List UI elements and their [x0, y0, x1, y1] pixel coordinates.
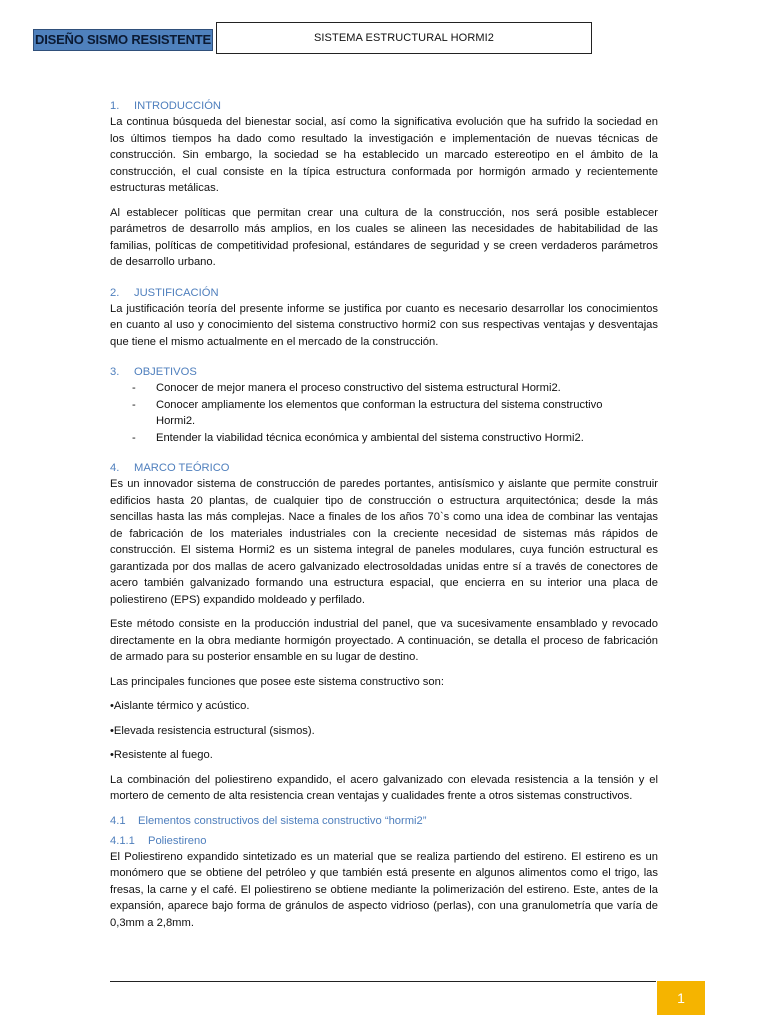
heading-elementos [110, 813, 658, 829]
heading-number: 3. [110, 366, 120, 378]
paragraph: Es un innovador sistema de construcción de paredes portantes, antisísmico y aislante que permite construir edificios hasta 20 plantas, de cualquier tipo de construcción o estructura arquitectónica; desde la más sencillas hasta las más complejas. Nace a finales de los años 70`s como una idea de combinar las ventajas de fabricación de los materiales industriales con la creciente necesidad de sistemas más rápidos de construcción. El sistema Hormi2 es un sistema integral de paneles modulares, cuya función estructural es garantizada por dos mallas de acero galvanizado electrosoldadas unidas entre sí a través de conectores de acero también galvanizado formando una estructura espacial, que encierra en su interior una placa de poliestireno (EPS) expandido moldeado y perfilado. [110, 478, 658, 606]
header-tag: DISEÑO SISMO RESISTENTE [33, 29, 213, 51]
heading-number: 2. [110, 286, 120, 299]
heading-title: JUSTIFICACIÓN [134, 286, 219, 299]
header-title-box [216, 22, 592, 54]
page-number: 1 [677, 990, 685, 1006]
heading-number: 4. [110, 462, 120, 474]
paragraph: La continua búsqueda del bienestar social, así como la significativa evolución que ha sufrido la sociedad en los últimos tiempos ha dado como resultado la investigación e implementación de nuevas técnicas de construcción. Sin embargo, la sociedad se ha establecido un marcado estereotipo en el ámbito de la construcción, el cual consiste en la típica estructura conformada por hormigón armado y recientemente estructuras metálicas. [110, 116, 658, 194]
heading-number: 4.1.1 [110, 834, 135, 847]
heading-title: Poliestireno [148, 834, 207, 847]
paragraph: La combinación del poliestireno expandido, el acero galvanizado con elevada resistencia a la tensión y el mortero de cemento de alta resistencia crean ventajas y cualidades frente a otros sistemas constructivos. [110, 773, 658, 802]
footer-divider [110, 981, 656, 982]
heading-number: 4.1 [110, 814, 126, 827]
list-item: - Conocer de mejor manera el proceso constructivo del sistema estructural Hormi2. [132, 382, 561, 394]
heading-poliestireno [110, 833, 658, 849]
heading-title: MARCO TEÓRICO [134, 462, 230, 474]
bullet-item: •Resistente al fuego. [110, 749, 213, 761]
heading-marco-teorico [110, 460, 658, 476]
heading-title: INTRODUCCIÓN [134, 100, 222, 112]
list-item: - Conocer ampliamente los elementos que conforman la estructura del sistema constructivo Hormi2. [132, 398, 603, 427]
heading-introduccion [110, 98, 658, 114]
paragraph: El Poliestireno expandido sintetizado es un material que se realiza partiendo del estireno. El estireno es un monómero que se obtiene del petróleo y que también está presente en algunos alimentos como el trigo, las fresas, la carne y el café. El poliestireno se obtiene mediante la polimerización del estireno. Este, antes de la expansión, aparece bajo forma de gránulos de aspecto vidrioso (perlas), con una granulometría que varía de 0,3mm a 2,8mm. [110, 850, 658, 929]
heading-number: 1. [110, 100, 120, 112]
paragraph: Las principales funciones que posee este sistema constructivo son: [110, 675, 444, 688]
bullet-item: •Elevada resistencia estructural (sismos). [110, 724, 315, 737]
header-title: SISTEMA ESTRUCTURAL HORMI2 [313, 32, 495, 44]
paragraph: La justificación teoría del presente informe se justifica por cuanto es necesario desarrollar los conocimientos en cuanto al uso y conocimiento del sistema constructivo hormi2 con sus respectivas ventajas y desventajas que tiene el mismo actualmente en el mercado de la construcción. [110, 302, 658, 348]
list-item-text: Conocer ampliamente los elementos que conforman la estructura del sistema constructivo Hormi2. [156, 398, 603, 427]
page-number-box [657, 981, 705, 1015]
list-item: - Entender la viabilidad técnica económica y ambiental del sistema constructivo Hormi2. [132, 431, 584, 444]
heading-objetivos [110, 364, 658, 380]
heading-title: Elementos constructivos del sistema constructivo “hormi2” [138, 814, 427, 827]
document-body [110, 98, 658, 931]
list-item-text: Conocer de mejor manera el proceso constructivo del sistema estructural Hormi2. [156, 382, 561, 394]
paragraph: Al establecer políticas que permitan crear una cultura de la construcción, nos será posible establecer parámetros de desarrollo más amplios, en los cuales se alineen las necesidades de habitabilidad de las familias, políticas de competitividad profesional, estándares de seguridad y se creen verdaderos parámetros de desarrollo urbano. [110, 206, 658, 268]
heading-title: OBJETIVOS [134, 366, 197, 378]
paragraph: Este método consiste en la producción industrial del panel, que va sucesivamente ensamblado y revocado directamente en la obra mediante hormigón proyectado. A continuación, se detalla el proceso de fabricación de armado para su posterior ensamble en su lugar de destino. [110, 618, 658, 663]
list-item-text: Entender la viabilidad técnica económica y ambiental del sistema constructivo Hormi2. [156, 431, 584, 444]
objectives-list [110, 380, 658, 446]
heading-justificacion [110, 285, 658, 301]
bullet-item: •Aislante térmico y acústico. [110, 700, 250, 712]
